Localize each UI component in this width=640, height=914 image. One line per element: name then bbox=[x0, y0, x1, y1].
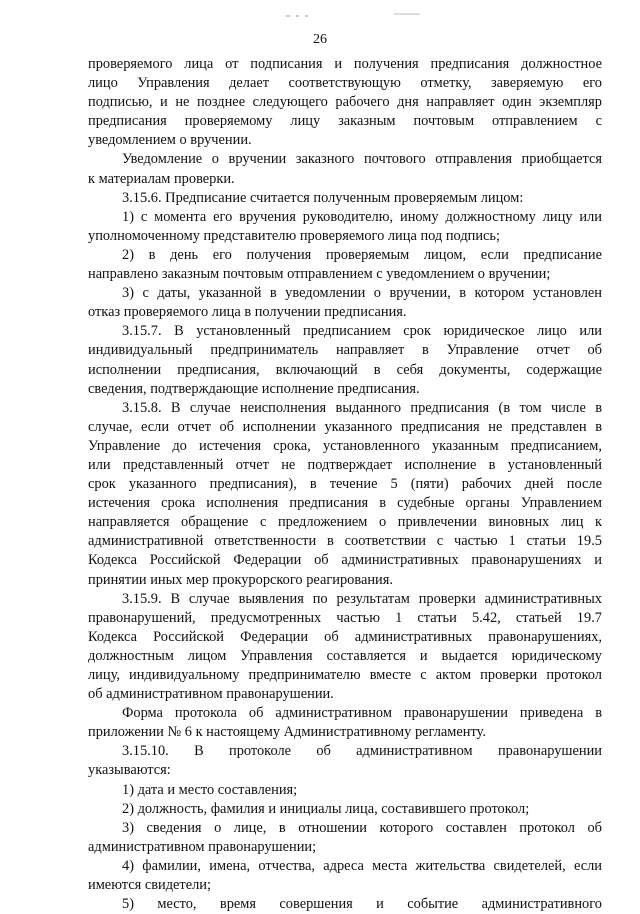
text-line: предписания проверяемому лицу заказным почтовым отправлением с bbox=[88, 113, 602, 130]
text-line: индивидуальный предприниматель направляет в Управление отчет об bbox=[88, 342, 602, 359]
text-line: Кодекса Российской Федерации об административных правонарушениях, bbox=[88, 628, 602, 645]
paragraph bbox=[88, 742, 602, 780]
paragraph bbox=[88, 399, 602, 590]
text-line: приложении № 6 к настоящему Административному регламенту. bbox=[88, 724, 486, 741]
text-line: 3.15.9. В случае выявления по результатам проверки административных bbox=[122, 590, 602, 607]
text-line: 3) с даты, указанной в уведомлении о вручении, в котором установлен bbox=[122, 285, 602, 302]
paragraph bbox=[88, 246, 602, 284]
paragraph bbox=[88, 322, 602, 398]
text-line: направлено заказным почтовым отправлением с уведомлением о вручении; bbox=[88, 266, 551, 283]
text-line: исполнении предписания, включающий в себя документы, содержащие bbox=[88, 361, 602, 378]
text-line: принятии иных мер прокурорского реагирования. bbox=[88, 571, 393, 588]
page-number: 26 bbox=[313, 32, 327, 47]
text-line: сведения, подтверждающие исполнение предписания. bbox=[88, 380, 420, 397]
text-line: 1) дата и место составления; bbox=[122, 781, 298, 798]
text-line: имеются свидетели; bbox=[88, 877, 211, 894]
text-line: подписью, и не позднее следующего рабочего дня направляет один экземпляр bbox=[88, 94, 602, 111]
text-line: к материалам проверки. bbox=[88, 170, 235, 187]
text-line: проверяемого лица от подписания и получения предписания должностное bbox=[88, 56, 602, 72]
text-line: уведомлением о вручении. bbox=[88, 132, 252, 149]
text-line: должностным лицом Управления составляется и выдается юридическому bbox=[88, 647, 602, 664]
paragraph bbox=[88, 800, 602, 819]
text-line: указываются: bbox=[88, 762, 171, 779]
text-line: 1) с момента его вручения руководителю, иному должностному лицу или bbox=[122, 208, 602, 225]
text-line: административном правонарушении; bbox=[88, 838, 317, 855]
paragraph bbox=[88, 704, 602, 742]
text-line: 3.15.8. В случае неисполнения выданного предписания (в том числе в bbox=[122, 399, 602, 416]
text-line: об административном правонарушении. bbox=[88, 686, 334, 703]
text-line: 3.15.7. В установленный предписанием срок юридическое лицо или bbox=[122, 323, 602, 340]
paragraph bbox=[88, 857, 602, 895]
paragraph bbox=[88, 189, 602, 208]
text-line: 2) в день его получения проверяемым лицом, если предписание bbox=[122, 246, 602, 263]
paragraph bbox=[88, 590, 602, 705]
text-line: направляется обращение с предложением о привлечении виновных лиц к bbox=[88, 514, 602, 531]
text-line: 3.15.6. Предписание считается полученным проверяемым лицом: bbox=[122, 189, 524, 206]
text-line: Управление до истечения срока, установленного указанным предписанием, bbox=[88, 437, 602, 454]
text-line: 5) место, время совершения и событие административного bbox=[122, 896, 602, 913]
text-line: случае, если отчет об исполнении указанного предписания не представлен в bbox=[88, 418, 602, 435]
text-line: 2) должность, фамилия и инициалы лица, составившего протокол; bbox=[122, 800, 530, 817]
text-line: 4) фамилии, имена, отчества, адреса места жительства свидетелей, если bbox=[122, 857, 602, 874]
text-line: Форма протокола об административном правонарушении приведена в bbox=[122, 705, 602, 722]
scan-artifact-marks bbox=[0, 6, 640, 12]
paragraph bbox=[88, 819, 602, 857]
text-line: отказ проверяемого лица в получении предписания. bbox=[88, 304, 407, 321]
text-line: административной ответственности в соответствии с частью 1 статьи 19.5 bbox=[88, 533, 602, 550]
text-line: лицо Управления делает соответствующую отметку, заверяемую его bbox=[88, 75, 602, 92]
text-line: или представленный отчет не подтверждает исполнение в установленный bbox=[88, 456, 602, 473]
paragraph bbox=[88, 55, 602, 150]
text-line: уполномоченному представителю проверяемого лица под подпись; bbox=[88, 227, 500, 244]
document-body bbox=[88, 55, 602, 914]
paragraph bbox=[88, 781, 602, 800]
text-line: лицу, индивидуальному предпринимателю вместе с актом проверки протокол bbox=[88, 667, 602, 683]
text-line: 3.15.10. В протоколе об административном правонарушении bbox=[122, 743, 602, 760]
paragraph bbox=[88, 208, 602, 246]
text-line: Кодекса Российской Федерации об административных правонарушениях и bbox=[88, 552, 602, 569]
text-line: срок указанного предписания), в течение 5 (пяти) рабочих дней после bbox=[88, 476, 602, 493]
text-line: правонарушений, предусмотренных частью 1 статьи 5.42, статьей 19.7 bbox=[88, 609, 602, 626]
paragraph bbox=[88, 284, 602, 322]
paragraph bbox=[88, 150, 602, 188]
text-line: Уведомление о вручении заказного почтового отправления приобщается bbox=[122, 151, 602, 168]
text-line: истечения срока исполнения предписания в судебные органы Управлением bbox=[88, 495, 602, 512]
text-line: 3) сведения о лице, в отношении которого составлен протокол об bbox=[122, 819, 602, 836]
